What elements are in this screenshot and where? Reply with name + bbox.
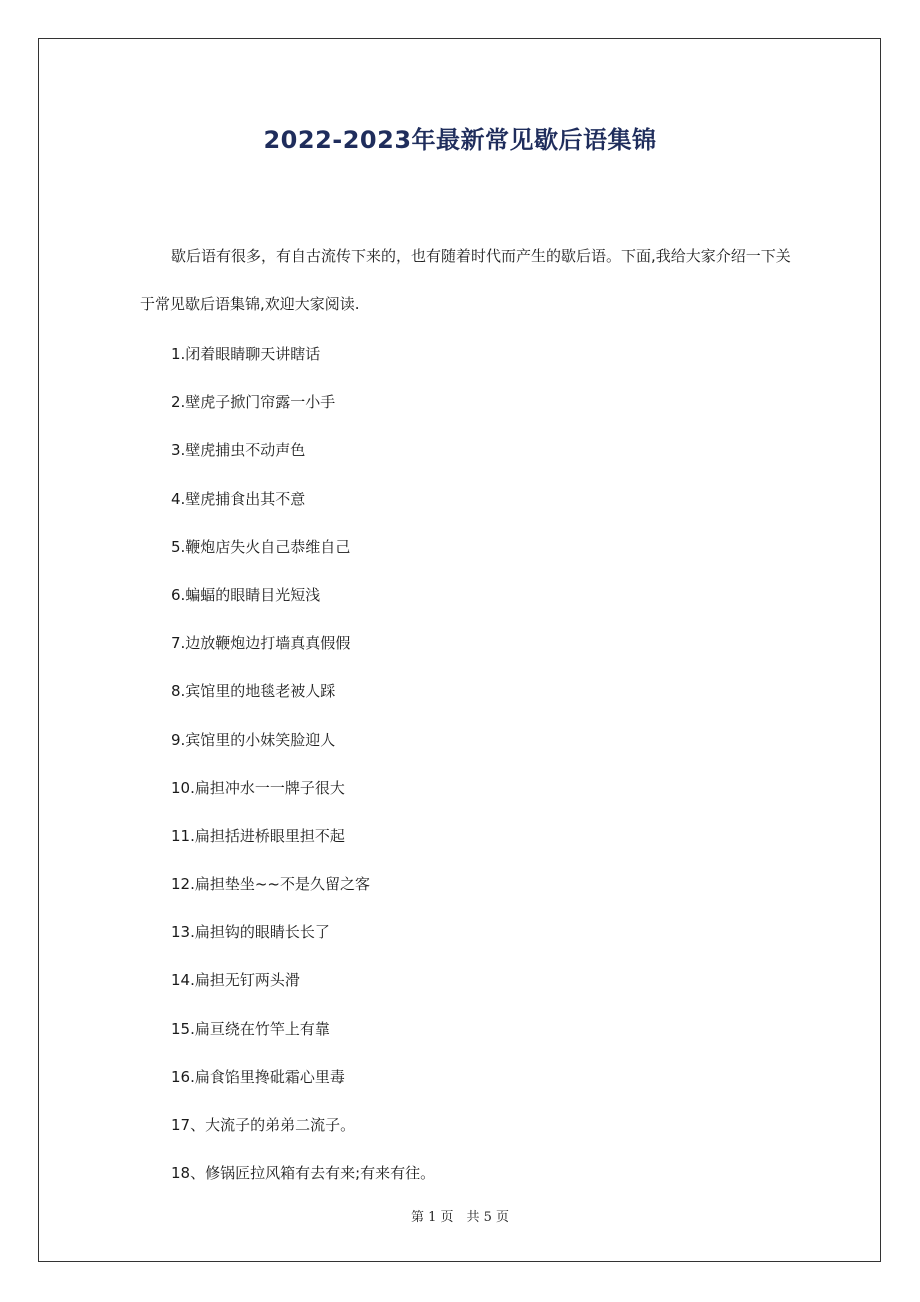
list-item: 8.宾馆里的地毯老被人踩 [171, 682, 336, 701]
list-item: 9.宾馆里的小妹笑脸迎人 [171, 730, 336, 749]
list-item: 5.鞭炮店失火自己恭维自己 [171, 537, 351, 556]
list-item: 10.扁担冲水一一牌子很大 [171, 778, 345, 797]
list-item: 18、修锅匠拉风箱有去有来;有来有往。 [171, 1164, 436, 1183]
page-number-footer: 第 1 页 共 5 页 [410, 1210, 510, 1225]
xiehouyu-list [171, 340, 435, 1207]
list-item: 7.边放鞭炮边打墙真真假假 [171, 634, 351, 653]
list-item: 16.扁食馅里搀砒霜心里毒 [171, 1067, 345, 1086]
list-item: 3.壁虎捕虫不动声色 [171, 441, 306, 460]
list-item: 1.闭着眼睛聊天讲瞎话 [171, 345, 321, 363]
document-title: 2022-2023年最新常见歇后语集锦 [263, 126, 657, 154]
page-border [38, 38, 881, 1262]
list-item: 11.扁担括进桥眼里担不起 [171, 826, 345, 845]
intro-paragraph: 歇后语有很多，有自古流传下来的，也有随着时代而产生的歇后语。下面,我给大家介绍一下关于常见歇后语集锦,欢迎大家阅读. [140, 247, 791, 313]
list-item: 14.扁担无钉两头滑 [171, 971, 300, 990]
list-item: 17、大流子的弟弟二流子。 [171, 1116, 356, 1134]
list-item: 2.壁虎子掀门帘露一小手 [171, 393, 336, 412]
list-item: 15.扁亘绕在竹竿上有靠 [171, 1019, 330, 1038]
list-item: 13.扁担钩的眼睛长长了 [171, 923, 330, 942]
list-item: 12.扁担垫坐~~不是久留之客 [171, 875, 370, 894]
list-item: 6.蝙蝠的眼睛目光短浅 [171, 585, 321, 604]
list-item: 4.壁虎捕食出其不意 [171, 489, 306, 508]
